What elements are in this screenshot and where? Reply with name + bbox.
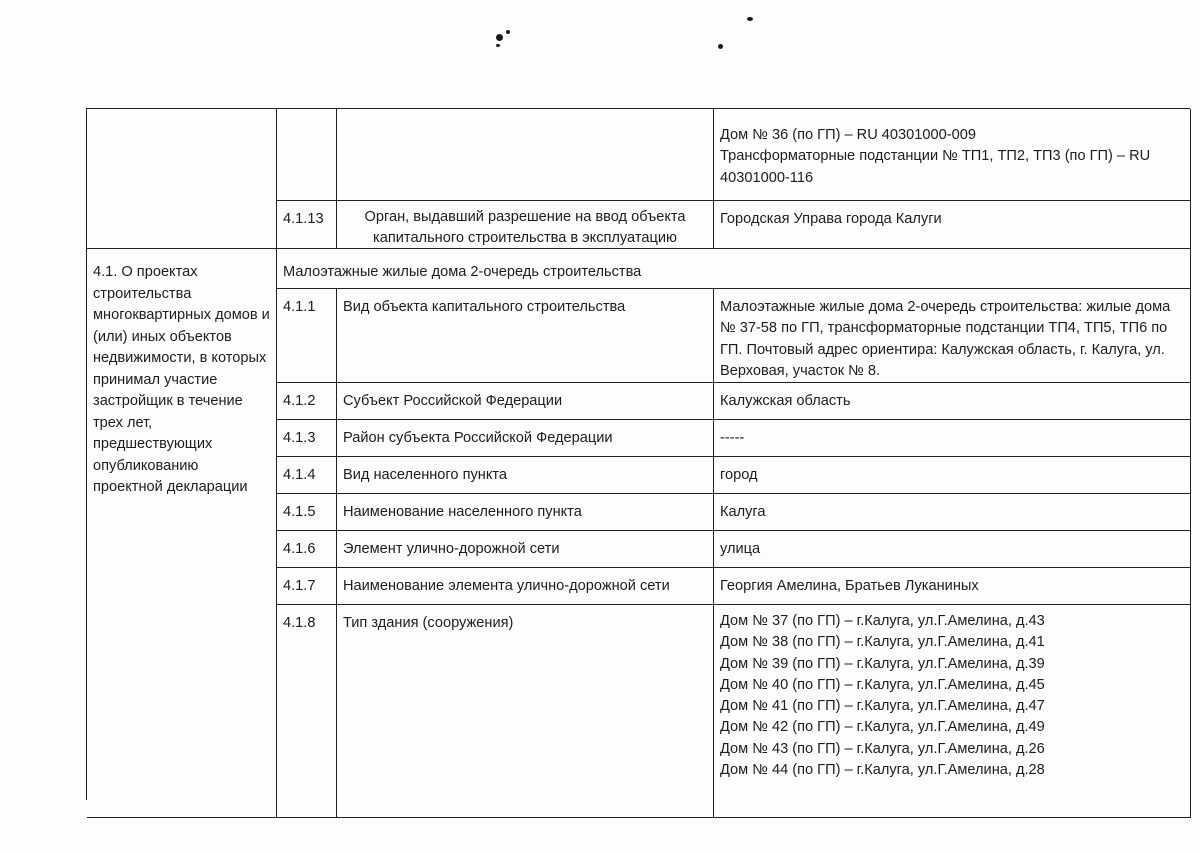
num-cell-blank xyxy=(277,109,337,201)
scan-speck xyxy=(506,30,510,34)
row-number: 4.1.7 xyxy=(277,568,337,605)
row-name: Наименование элемента улично-дорожной сети xyxy=(337,568,714,605)
row-number: 4.1.13 xyxy=(277,201,337,249)
row-name: Элемент улично-дорожной сети xyxy=(337,531,714,568)
left-label-cell-blank xyxy=(87,109,277,249)
scan-speck xyxy=(747,17,753,21)
house-address: Дом № 44 (по ГП) – г.Калуга, ул.Г.Амелина, д.28 xyxy=(720,762,1045,779)
house-address: Дом № 43 (по ГП) – г.Калуга, ул.Г.Амелина, д.26 xyxy=(720,740,1045,757)
row-number: 4.1.1 xyxy=(277,289,337,383)
row-name: Субъект Российской Федерации xyxy=(337,383,714,420)
row-name: Наименование населенного пункта xyxy=(337,494,714,531)
section-header: Малоэтажные жилые дома 2-очередь строительства xyxy=(277,249,1191,289)
row-number: 4.1.3 xyxy=(277,420,337,457)
row-value: Калужская область xyxy=(714,383,1191,420)
row-value: ----- xyxy=(714,420,1191,457)
row-value: Калуга xyxy=(714,494,1191,531)
row-name: Орган, выдавший разрешение на ввод объекта капитального строительства в эксплуатацию xyxy=(337,201,714,249)
row-value: Городская Управа города Калуги xyxy=(714,201,1191,249)
scan-speck xyxy=(718,44,723,49)
scan-speck xyxy=(496,44,500,47)
house-address: Дом № 42 (по ГП) – г.Калуга, ул.Г.Амелина, д.49 xyxy=(720,719,1045,736)
permit-value-line: Дом № 36 (по ГП) – RU 40301000-009 xyxy=(720,127,976,143)
row-name: Вид населенного пункта xyxy=(337,457,714,494)
row-number: 4.1.6 xyxy=(277,531,337,568)
section-label: 4.1. О проектах строительства многоквартирных домов и (или) иных объектов недвижимости, в которых принимал участие застройщик в течение трех лет, предшествующих опубликованию проектной декларации xyxy=(87,249,277,818)
row-number: 4.1.5 xyxy=(277,494,337,531)
row-value: Георгия Амелина, Братьев Луканиных xyxy=(714,568,1191,605)
scan-speck xyxy=(496,34,503,41)
declaration-table xyxy=(86,108,1190,800)
name-cell-blank xyxy=(337,109,714,201)
house-address: Дом № 38 (по ГП) – г.Калуга, ул.Г.Амелина, д.41 xyxy=(720,634,1045,651)
row-name: Тип здания (сооружения) xyxy=(337,605,714,818)
row-value: улица xyxy=(714,531,1191,568)
house-address: Дом № 41 (по ГП) – г.Калуга, ул.Г.Амелина, д.47 xyxy=(720,698,1045,715)
house-address: Дом № 39 (по ГП) – г.Калуга, ул.Г.Амелина, д.39 xyxy=(720,655,1045,672)
row-number: 4.1.8 xyxy=(277,605,337,818)
row-name: Вид объекта капитального строительства xyxy=(337,289,714,383)
row-number: 4.1.2 xyxy=(277,383,337,420)
row-value: Малоэтажные жилые дома 2-очередь строительства: жилые дома № 37-58 по ГП, трансформаторные подстанции ТП4, ТП5, ТП6 по ГП. Почтовый адрес ориентира: Калужская область, г. Калуга, ул. Верховая, участок № 8. xyxy=(714,289,1191,383)
row-name: Район субъекта Российской Федерации xyxy=(337,420,714,457)
row-number: 4.1.4 xyxy=(277,457,337,494)
house-address-list xyxy=(714,605,1191,818)
permit-value-line: Трансформаторные подстанции № ТП1, ТП2, ТП3 (по ГП) – RU xyxy=(720,148,1151,165)
row-value: город xyxy=(714,457,1191,494)
house-address: Дом № 40 (по ГП) – г.Калуга, ул.Г.Амелина, д.45 xyxy=(720,676,1045,693)
house-address: Дом № 37 (по ГП) – г.Калуга, ул.Г.Амелина, д.43 xyxy=(720,613,1045,629)
permit-value-line: 40301000-116 xyxy=(720,169,814,186)
permit-values-cell xyxy=(714,109,1191,201)
